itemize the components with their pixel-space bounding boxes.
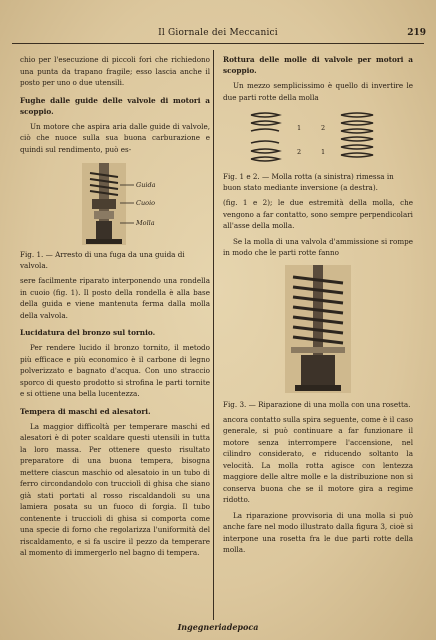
section-heading-bronzo: Lucidatura del bronzo sul tornio. bbox=[20, 328, 156, 337]
label-molla: Molla bbox=[136, 219, 155, 227]
section1-paragraph2: sere facilmente riparato interponendo una rondella in cuoio (fig. 1). Il posto della rondella è alla base della guida e viene mantenuta ferma dalla molla della valvola. bbox=[20, 276, 210, 320]
right-column bbox=[223, 54, 413, 560]
label-guida: Guida bbox=[136, 181, 156, 189]
fig-number-2b: 2 bbox=[321, 124, 326, 132]
header-rule bbox=[12, 43, 424, 44]
section-heading-molle: Rottura delle molle di valvole per motori a scoppio. bbox=[223, 55, 413, 75]
spring-left bbox=[251, 113, 279, 161]
watermark-footer: Ingegneriadepoca bbox=[177, 622, 259, 632]
figure-1-2 bbox=[223, 107, 413, 169]
figure-3-caption: Fig. 3. — Riparazione di una molla con una rosetta. bbox=[223, 399, 411, 409]
section-heading-guide-valvole: Fughe dalle guide delle valvole di motori a scoppio. bbox=[20, 95, 210, 116]
page-number: 219 bbox=[407, 28, 426, 38]
page-header bbox=[0, 28, 436, 42]
figure-3 bbox=[223, 263, 413, 397]
figure-1-2-caption: Fig. 1 e 2. — Molla rotta (a sinistra) rimessa in buon stato mediante inversione (a destra). bbox=[223, 172, 394, 192]
left-column bbox=[20, 54, 210, 563]
section3-paragraph: La maggior difficoltà per temperare maschi ed alesatori è di poter scaldare questi utensili in tutta la loro massa. Per ottenere questo risultato preparatore di una buona tempera, bisogna mettere ciascun maschio od alesatoio in un tubo di ferro circondandolo con trucciolì di ghisa che siano già stati portati al rosso riscaldandoli su una lamiera posata su un fuoco di forgia. Il tubo contenente i truccioli di ghisa si comporta come una specie di forno che regolarizza l'uniformità del riscaldamento, e si fa uscire il pezzo da temperare al momento di immergerlo nel bagno di tempera. bbox=[20, 421, 210, 557]
valve-guide-illustration bbox=[20, 159, 210, 247]
section2-paragraph: Per rendere lucido il bronzo tornito, il metodo più efficace e più economico è il carbone di legno polverizzato e bagnato d'acqua. Con uno straccio sporco di questo prodotto si strofina le parti tornite e si ottiene una bella lucentezza. bbox=[20, 343, 210, 398]
intro-paragraph: chio per l'esecuzione di piccoli fori che richiedono una punta da trapano fragile; esso lascia anche il posto per uno o due utensili. bbox=[20, 55, 210, 87]
label-cuoio: Cuoio bbox=[136, 199, 156, 207]
fig-number-2: 2 bbox=[297, 148, 302, 156]
figure-1-caption: Fig. 1. — Arresto di una fuga da una guida di valvola. bbox=[20, 250, 185, 270]
right-paragraph3: Se la molla di una valvola d'ammissione si rompe in modo che le parti rotte fanno bbox=[223, 236, 413, 257]
right-paragraph5: La riparazione provvisoria di una molla si può anche fare nel modo illustrato dalla figura 3, cioè si interpone una rosetta fra le due parti rotte della molla. bbox=[223, 510, 413, 554]
right-paragraph2: (fig. 1 e 2); le due estremità della molla, che vengono a far contatto, sono sempre perpendicolari all'asse della molla. bbox=[223, 198, 413, 230]
spring-right bbox=[341, 113, 373, 157]
column-divider bbox=[213, 50, 214, 620]
spring-repair-illustration bbox=[223, 263, 413, 397]
right-paragraph4: ancora contatto sulla spira seguente, come è il caso generale, si può continuare a far funzionare il motore senza interrompere l'accensione, nel cilindro considerato, e riducendo soltanto la velocità. La molla rotta agisce con lentezza maggiore delle altre molle e la distribuzione non si conserva buona che se il motore gira a regime ridotto. bbox=[223, 414, 413, 504]
fig-number-1b: 1 bbox=[321, 148, 326, 156]
figure-1 bbox=[20, 159, 210, 247]
fig-number-1: 1 bbox=[297, 124, 302, 132]
right-paragraph1: Un mezzo semplicissimo è quello di invertire le due parti rotte della molla bbox=[223, 81, 413, 102]
journal-title: Il Giornale dei Meccanici bbox=[158, 28, 278, 38]
section-heading-maschi: Tempera di maschi ed alesatori. bbox=[20, 406, 151, 416]
broken-springs-illustration bbox=[223, 107, 413, 169]
section1-paragraph1: Un motore che aspira aria dalle guide di valvole, ciò che nuoce sulla sua buona carburazione e quindi sul rendimento, può es- bbox=[20, 121, 210, 154]
